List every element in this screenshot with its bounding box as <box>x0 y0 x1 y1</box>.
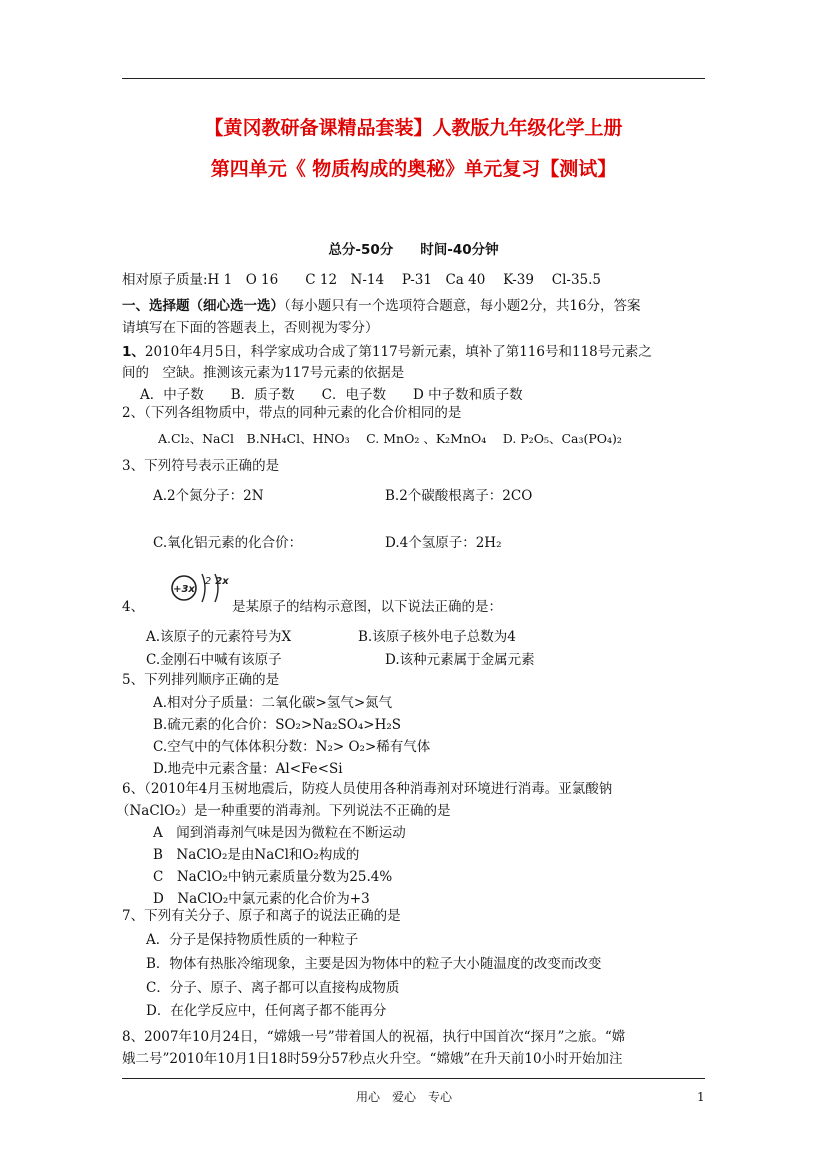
q8-line-1: 8、2007年10月24日，“嫦娥一号”带着国人的祝福，执行中国首次“探月”之旅。“嫦 <box>122 1029 626 1045</box>
q5-option-b: B.硫元素的化合价：SO₂>Na₂SO₄>H₂S <box>153 717 401 733</box>
score-time: 总分-50分 时间-40分钟 <box>328 242 499 258</box>
q3-stem: 3、下列符号表示正确的是 <box>122 458 280 474</box>
page-number: 1 <box>697 1090 705 1104</box>
q7-stem: 7、下列有关分子、原子和离子的说法正确的是 <box>122 908 401 924</box>
atom-shell1-label: 2 <box>204 576 212 587</box>
q1-options: A．中子数 B．质子数 C．电子数 D 中子数和质子数 <box>140 387 523 403</box>
header-rule <box>122 78 705 79</box>
q3-option-b: B.2个碳酸根离子：2CO <box>385 488 533 504</box>
q7-option-a: A．分子是保持物质性质的一种粒子 <box>146 932 359 948</box>
section1-instructions-1: （每小题只有一个选项符合题意，每小题2分，共16分，答案 <box>284 298 641 314</box>
section1-instructions-2: 请填写在下面的答题表上，否则视为零分） <box>122 320 379 336</box>
q1-number: 1、 <box>122 344 145 360</box>
q4-option-c: C.金刚石中喊有该原子 <box>146 652 282 668</box>
q5-option-c: C.空气中的气体体积分数：N₂> O₂>稀有气体 <box>153 739 431 755</box>
q4-option-d: D.该种元素属于金属元素 <box>385 652 535 668</box>
atom-structure-diagram <box>168 570 230 606</box>
q5-option-d: D.地壳中元素含量：Al<Fe<Si <box>153 761 343 777</box>
atom-nucleus-label: +3x <box>173 584 195 595</box>
q2-stem: 2、（下列各组物质中，带点的同种元素的化合价相同的是 <box>122 405 462 421</box>
document-title-line-1: 【黄冈教研备课精品套装】人教版九年级化学上册 <box>204 117 623 139</box>
q6-line-2: （NaClO₂）是一种重要的消毒剂。下列说法不正确的是 <box>116 803 451 819</box>
section1-line-1 <box>122 297 641 315</box>
atomic-masses: 相对原子质量:H 1 O 16 C 12 N-14 P-31 Ca 40 K-39 Cl-35.5 <box>122 272 602 288</box>
q1-text-1: 2010年4月5日，科学家成功合成了第117号新元素，填补了第116号和118号元素之 <box>144 344 652 360</box>
section1-heading: 一、选择题（细心选一选） <box>122 298 284 314</box>
q6-option-a: A 闻到消毒剂气味是因为微粒在不断运动 <box>153 825 406 841</box>
q3-option-a: A.2个氮分子：2N <box>153 488 264 504</box>
q4-option-a: A.该原子的元素符号为X <box>146 629 292 645</box>
q8-line-2: 娥二号”2010年10月1日18时59分57秒点火升空。“嫦娥”在升天前10小时开始加注 <box>122 1051 623 1067</box>
q6-line-1: 6、（2010年4月玉树地震后，防疫人员使用各种消毒剂对环境进行消毒。亚氯酸钠 <box>122 781 613 797</box>
q2-options: A.Cl₂、NaCl B.NH₄Cl、HNO₃ C. MnO₂ 、K₂MnO₄ D. P₂O₅、Ca₃(PO₄)₂ <box>158 431 622 446</box>
footer-motto: 用心 爱心 专心 <box>356 1090 453 1104</box>
q3-option-c: C.氧化铝元素的化合价： <box>153 535 303 551</box>
q5-stem: 5、下列排列顺序正确的是 <box>122 672 280 688</box>
footer-rule <box>122 1078 705 1079</box>
q6-option-b: B NaClO₂是由NaCl和O₂构成的 <box>153 847 360 863</box>
q6-option-c: C NaClO₂中钠元素质量分数为25.4% <box>153 869 393 885</box>
q1-line-2: 间的 空缺。推测该元素为117号元素的依据是 <box>122 365 405 381</box>
atom-shell2-label: 2x <box>215 576 229 587</box>
q4-number: 4、 <box>122 599 145 615</box>
q6-option-d: D NaClO₂中氯元素的化合价为+3 <box>153 891 370 907</box>
q7-option-d: D．在化学反应中，任何离子都不能再分 <box>146 1003 387 1019</box>
q4-stem: 是某原子的结构示意图，以下说法正确的是： <box>232 599 502 615</box>
q5-option-a: A.相对分子质量：二氧化碳>氢气>氮气 <box>153 695 393 711</box>
q7-option-b: B．物体有热胀冷缩现象，主要是因为物体中的粒子大小随温度的改变而改变 <box>146 956 602 972</box>
q7-option-c: C．分子、原子、离子都可以直接构成物质 <box>146 980 400 996</box>
q3-option-d: D.4个氢原子：2H₂ <box>385 535 502 551</box>
document-title-line-2: 第四单元《 物质构成的奥秘》单元复习【测试】 <box>210 158 617 180</box>
q1-line-1 <box>122 343 652 361</box>
q4-option-b: B.该原子核外电子总数为4 <box>358 629 516 645</box>
